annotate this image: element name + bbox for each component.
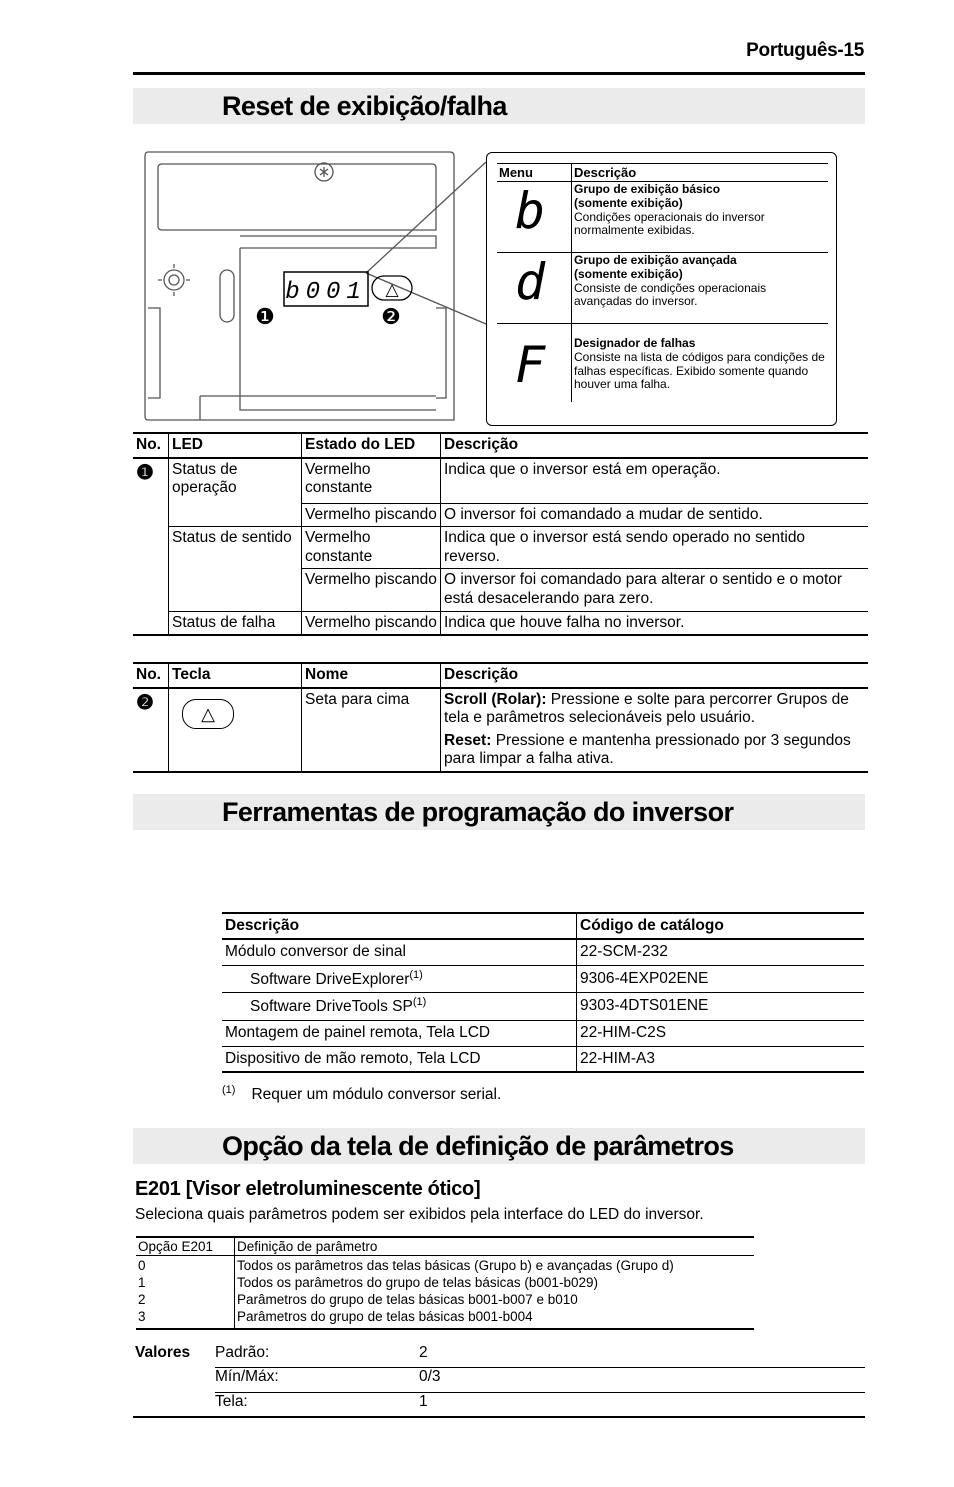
col-led: LED — [169, 433, 302, 458]
section-reset-heading — [133, 88, 865, 124]
marker-1: ❶ — [255, 305, 275, 330]
key-table: No. Tecla Nome Descrição ❷ △ Seta para cima Scroll (Rolar): Pressione e solte para percorrer Grupos de tela e parâmetros selecionáveis pelo usuário. Reset: Pressione e mantenha pressionado por 3 segundos para limpar a falha ativa. — [133, 662, 868, 773]
section-title: Opção da tela de definição de parâmetros — [222, 1131, 734, 1161]
d-segment-icon — [499, 254, 559, 304]
parameter-description: Seleciona quais parâmetros podem ser exibidos pela interface do LED do inversor. — [135, 1206, 704, 1223]
section-title: Ferramentas de programação do inversor — [222, 797, 734, 827]
row-marker-1: ❶ — [133, 458, 169, 636]
header-rule — [133, 72, 865, 75]
menu-callout — [486, 152, 837, 426]
table-row: Software DriveTools SP$^{(1)}$ 9303-4DTS01ENE — [222, 993, 864, 1021]
parameter-title: E201 [Visor eletroluminescente ótico] — [135, 1178, 481, 1200]
table-row: Vermelho piscando O inversor foi comandado a mudar de sentido. — [133, 503, 868, 527]
menu-header: Menu — [497, 164, 572, 182]
table-row: Status de sentido Vermelho constante Indica que o inversor está sendo operado no sentido reverso. — [133, 527, 868, 569]
catalog-table: Descrição Código de catálogo Módulo conversor de sinal 22-SCM-232 Software DriveExplorer$^{(1)}$ 9306-4EXP02ENE Software DriveTools SP$^{(1)}$ 9303-4DTS01ENE Montagem de painel remota, Tela LCD 22-HIM-C2S Dispositivo de mão remoto, Tela LCD 22-HIM-A3 — [222, 912, 864, 1073]
table-row: 0 1 2 3 Todos os parâmetros das telas básicas (Grupo b) e avançadas (Grupo d) Todos os parâmetros do grupo de telas básicas (b001-b029) Parâmetros do grupo de telas básicas b001-b007 e b010 Parâmetros do grupo de telas básicas b001-b004 — [136, 1256, 754, 1329]
section-title: Reset de exibição/falha — [222, 91, 507, 121]
col-no: No. — [133, 433, 169, 458]
menu-row: b Grupo de exibição básico (somente exibição) Condições operacionais do inversor normalmente exibidas. — [497, 182, 828, 253]
svg-text:F: F — [515, 337, 546, 387]
menu-table — [497, 163, 828, 402]
row-marker-2: ❷ — [133, 688, 169, 772]
drive-keypad-illustration — [140, 148, 490, 428]
description-header: Descrição — [572, 164, 829, 182]
table-row: Módulo conversor de sinal 22-SCM-232 — [222, 939, 864, 965]
led-table — [133, 432, 868, 636]
page-number: Português-15 — [746, 40, 864, 61]
svg-text:d: d — [515, 254, 546, 304]
f-segment-icon — [499, 337, 559, 387]
menu-row: F Designador de falhas Consiste na lista de códigos para condições de falhas específicas. Exibido somente quando houver uma falha. — [497, 336, 828, 402]
table-row: Vermelho piscando O inversor foi comandado para alterar o sentido e o motor está desacelerando para zero. — [133, 569, 868, 611]
menu-row: d Grupo de exibição avançada (somente exibição) Consiste de condições operacionais avançadas do inversor. — [497, 253, 828, 324]
led-display-text: b001 — [285, 279, 367, 306]
b-segment-icon — [499, 183, 559, 233]
section-option-heading — [133, 1128, 865, 1164]
values-label: Valores — [135, 1344, 191, 1361]
up-arrow-icon: △ — [385, 280, 399, 300]
col-state: Estado do LED — [302, 433, 441, 458]
up-arrow-key-icon: △ — [182, 699, 234, 729]
table-row: ❷ △ Seta para cima Scroll (Rolar): Pressione e solte para percorrer Grupos de tela e parâmetros selecionáveis pelo usuário. Reset: Pressione e mantenha pressionado por 3 segundos para limpar a falha ativa. — [133, 688, 868, 772]
section-tools-heading — [133, 794, 865, 830]
table-row: Dispositivo de mão remoto, Tela LCD 22-HIM-A3 — [222, 1046, 864, 1072]
col-desc: Descrição — [441, 433, 869, 458]
svg-text:b: b — [515, 183, 546, 233]
footnote: $^{(1)}$ Requer um módulo conversor serial. — [222, 1084, 502, 1103]
table-row: Montagem de painel remota, Tela LCD 22-HIM-C2S — [222, 1021, 864, 1047]
table-row: ❶ Status de operação Vermelho constante Indica que o inversor está em operação. — [133, 458, 868, 504]
marker-2: ❷ — [381, 305, 401, 330]
parameter-options-table: Opção E201 Definição de parâmetro 0 1 2 3 Todos os parâmetros das telas básicas (Grupo b) e avançadas (Grupo d) Todos os parâmetros do grupo de telas básicas (b001-b029) Parâmetros do grupo de telas básicas b001-b007 e b010 Parâmetros do grupo de telas básicas b001-b004 — [136, 1236, 754, 1330]
table-row: Software DriveExplorer$^{(1)}$ 9306-4EXP02ENE — [222, 965, 864, 993]
table-row: Status de falha Vermelho piscando Indica que houve falha no inversor. — [133, 611, 868, 635]
